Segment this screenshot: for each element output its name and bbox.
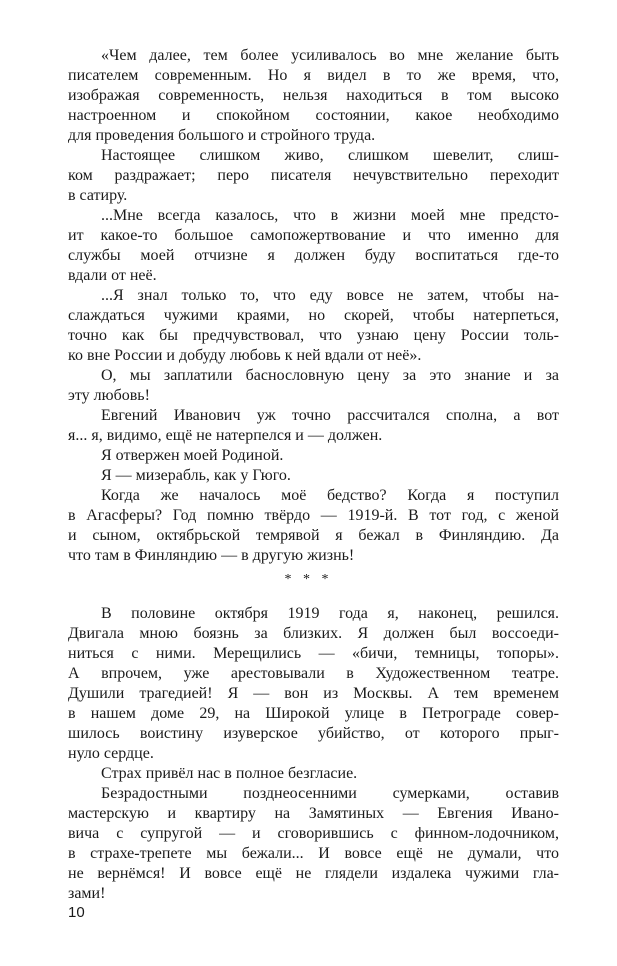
text-line: ко вне России и добуду любовь к ней вдали от неё».	[68, 347, 422, 364]
text-line: не вернёмся! И вовсе ещё не глядели издалека чужими гла-	[68, 865, 559, 882]
text-line: в страхе-трепете мы бежали... И вовсе ещё не думали, что	[68, 845, 559, 862]
page-number: 10	[68, 904, 85, 921]
text-line: вдали от неё.	[68, 267, 157, 284]
text-line: Двигала мною боязнь за близких. Я должен был воссоеди-	[68, 625, 559, 642]
text-line: зами!	[68, 885, 106, 902]
text-line: ит какое-то большое самопожертвование и что именно для	[68, 227, 559, 244]
text-line: Я — мизерабль, как у Гюго.	[101, 467, 291, 484]
text-line: слаждаться чужими краями, но скорей, чтобы натерпеться,	[68, 307, 559, 324]
text-line: Евгений Иванович уж точно рассчитался сполна, а вот	[101, 407, 559, 424]
text-line: Когда же началось моё бедство? Когда я поступил	[101, 487, 559, 504]
text-line: Я отвержен моей Родиной.	[101, 447, 284, 464]
text-line: ...Я знал только то, что еду вовсе не затем, чтобы на-	[101, 287, 559, 304]
text-line: эту любовь!	[68, 387, 150, 404]
text-line: О, мы заплатили баснословную цену за это знание и за	[101, 367, 559, 384]
text-line: писателем современным. Но я видел в то же время, что,	[68, 67, 559, 84]
text-line: точно как бы предчувствовал, что узнаю цену России толь-	[68, 327, 559, 344]
text-line: мастерскую и квартиру на Замятиных — Евгения Ивано-	[68, 805, 559, 822]
text-line: в нашем доме 29, на Широкой улице в Петрограде совер-	[68, 705, 559, 722]
text-line: в Агасферы? Год помню твёрдо — 1919-й. В тот год, с женой	[68, 507, 559, 524]
text-line: нуло сердце.	[68, 745, 154, 762]
text-line: ...Мне всегда казалось, что в жизни моей мне предсто-	[101, 207, 559, 224]
text-section-1	[68, 46, 559, 566]
text-line: ниться с ними. Мерещились — «бичи, темницы, топоры».	[68, 645, 559, 662]
text-section-2	[68, 604, 559, 904]
text-line: и сыном, октябрьской темрявой я бежал в Финляндию. Да	[68, 527, 559, 544]
text-line: настроенном и спокойном состоянии, какое необходимо	[68, 107, 559, 124]
text-line: Безрадостными позднеосенними сумерками, оставив	[101, 785, 559, 802]
text-line: Душили трагедией! Я — вон из Москвы. А тем временем	[68, 685, 559, 702]
text-line: изображая современность, нельзя находиться в том высоко	[68, 87, 559, 104]
text-line: ком раздражает; перо писателя нечувствительно переходит	[68, 167, 559, 184]
text-line: вича с супругой — и сговорившись с финном-лодочником,	[68, 825, 559, 842]
text-line: А впрочем, уже арестовывали в Художественном театре.	[68, 665, 559, 682]
text-line: шилось воистину изуверское убийство, от которого прыг-	[68, 725, 559, 742]
text-line: Страх привёл нас в полное безгласие.	[101, 765, 358, 782]
text-line: в сатиру.	[68, 187, 128, 204]
text-line: Настоящее слишком живо, слишком шевелит, слиш-	[101, 147, 559, 164]
text-line: В половине октября 1919 года я, наконец, решился.	[101, 605, 559, 622]
text-line: для проведения большого и стройного труда.	[68, 127, 376, 144]
text-line: службы моей отчизне я должен буду воспитаться где-то	[68, 247, 559, 264]
text-line: что там в Финляндию — в другую жизнь!	[68, 547, 355, 564]
section-separator: * * *	[284, 572, 333, 587]
text-line: я... я, видимо, ещё не натерпелся и — должен.	[68, 427, 383, 444]
text-line: «Чем далее, тем более усиливалось во мне желание быть	[101, 47, 559, 64]
